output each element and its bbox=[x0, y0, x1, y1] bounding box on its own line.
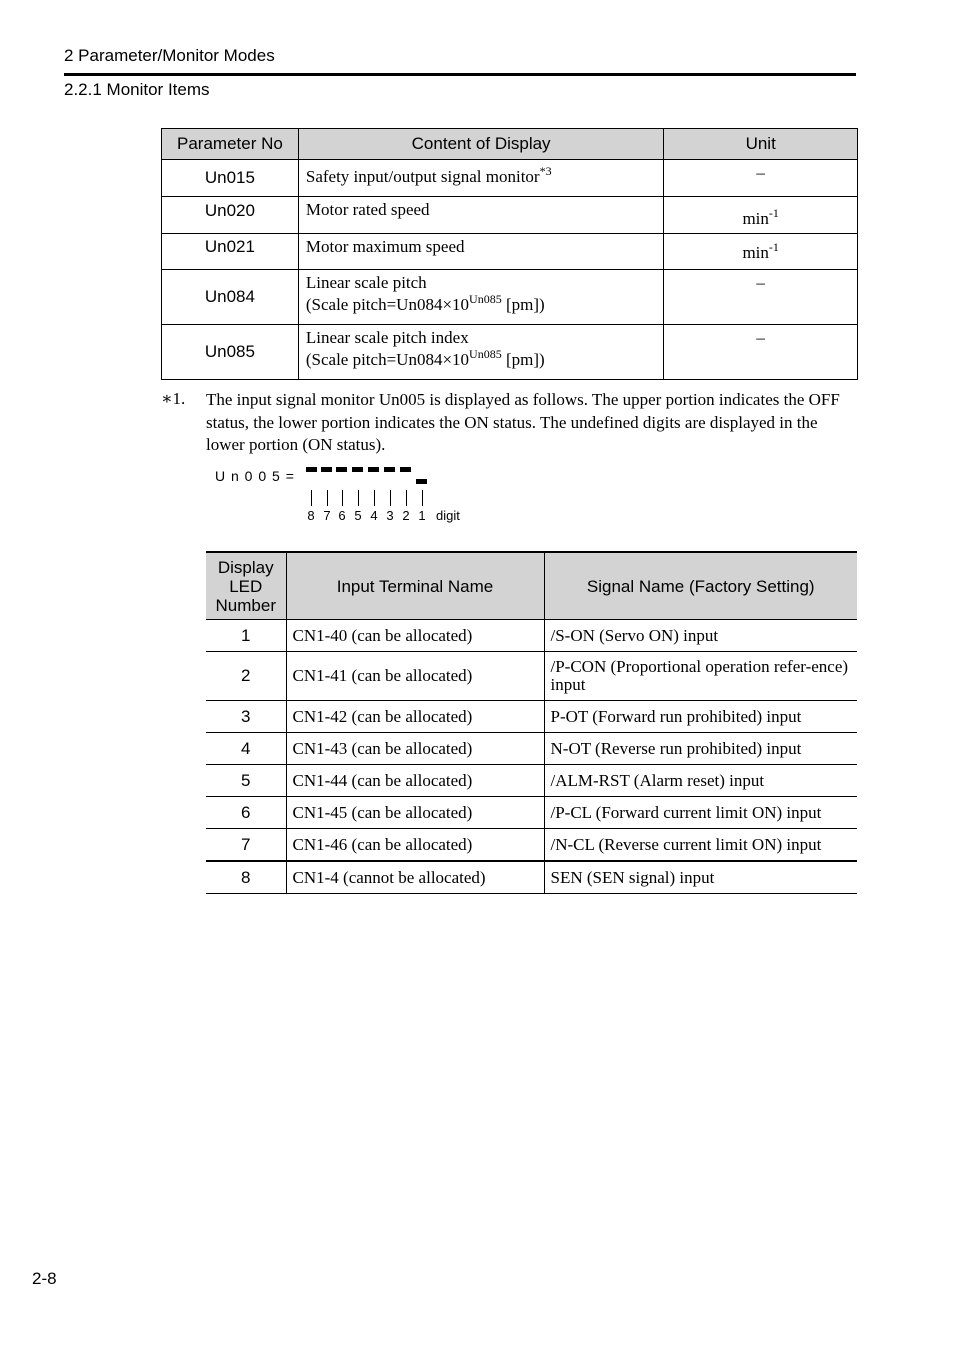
digit-tick bbox=[390, 490, 391, 506]
led-segment-off bbox=[384, 467, 395, 472]
parameter-no-cell: Un021 bbox=[162, 234, 299, 270]
terminal-cell: CN1-40 (can be allocated) bbox=[286, 620, 544, 652]
footnote-ref: *3 bbox=[539, 163, 552, 178]
digit-tick bbox=[374, 490, 375, 506]
unit-cell bbox=[664, 197, 858, 234]
signal-cell: /P-CON (Proportional operation refer-ence) input bbox=[544, 652, 857, 701]
unit-cell bbox=[664, 234, 858, 270]
column-header-terminal: Input Terminal Name bbox=[286, 552, 544, 620]
digit-number: 3 bbox=[386, 508, 394, 523]
formula-exponent: Un085 bbox=[469, 292, 502, 306]
footnote-marker: ∗1. bbox=[161, 389, 186, 408]
content-cell bbox=[298, 197, 664, 234]
led-number-cell: 4 bbox=[206, 733, 286, 765]
led-segment-on bbox=[416, 479, 427, 484]
signal-cell: N-OT (Reverse run prohibited) input bbox=[544, 733, 857, 765]
unit-cell: – bbox=[664, 160, 858, 197]
unit-cell: – bbox=[664, 270, 858, 325]
column-header-content: Content of Display bbox=[298, 129, 664, 160]
signal-cell: SEN (SEN signal) input bbox=[544, 861, 857, 894]
digit-number: 8 bbox=[307, 508, 315, 523]
table-row bbox=[162, 234, 858, 270]
led-segment-off bbox=[352, 467, 363, 472]
column-header-parameter-no: Parameter No bbox=[162, 129, 299, 160]
digit-number: 7 bbox=[323, 508, 331, 523]
table-row bbox=[206, 829, 857, 862]
table-row bbox=[206, 733, 857, 765]
content-text: Motor rated speed bbox=[305, 200, 430, 219]
table-row bbox=[206, 701, 857, 733]
led-segment-off bbox=[321, 467, 332, 472]
table-row bbox=[162, 270, 858, 325]
led-number-cell: 6 bbox=[206, 797, 286, 829]
formula-text: (Scale pitch=Un084×10 bbox=[305, 350, 470, 369]
digit-tick bbox=[342, 490, 343, 506]
parameter-no-cell: Un084 bbox=[162, 270, 299, 325]
unit-exponent: -1 bbox=[768, 206, 779, 220]
parameter-no-cell: Un020 bbox=[162, 197, 299, 234]
input-signal-table bbox=[206, 551, 857, 894]
digit-number: 2 bbox=[402, 508, 410, 523]
table-row bbox=[206, 620, 857, 652]
signal-cell: P-OT (Forward run prohibited) input bbox=[544, 701, 857, 733]
table-header-row bbox=[206, 552, 857, 620]
unit-cell: – bbox=[664, 325, 858, 380]
led-segment-off bbox=[306, 467, 317, 472]
monitor-items-table bbox=[161, 128, 858, 380]
content-cell bbox=[298, 160, 664, 197]
column-header-unit: Unit bbox=[664, 129, 858, 160]
table-row bbox=[206, 797, 857, 829]
content-formula-line bbox=[306, 294, 658, 317]
digit-number: 6 bbox=[338, 508, 346, 523]
chapter-header: 2 Parameter/Monitor Modes bbox=[64, 46, 275, 65]
led-number-cell: 3 bbox=[206, 701, 286, 733]
page-number: 2-8 bbox=[32, 1269, 57, 1288]
led-number-cell: 7 bbox=[206, 829, 286, 862]
content-text: Motor maximum speed bbox=[305, 237, 465, 256]
terminal-cell: CN1-41 (can be allocated) bbox=[286, 652, 544, 701]
unit-text: min bbox=[742, 243, 769, 262]
led-number-cell: 2 bbox=[206, 652, 286, 701]
led-segment-off bbox=[400, 467, 411, 472]
section-title: 2.2.1 Monitor Items bbox=[64, 80, 210, 99]
terminal-cell: CN1-44 (can be allocated) bbox=[286, 765, 544, 797]
formula-unit: [pm]) bbox=[501, 350, 545, 369]
terminal-cell: CN1-46 (can be allocated) bbox=[286, 829, 544, 862]
content-line: Linear scale pitch index bbox=[305, 328, 469, 347]
digit-tick bbox=[422, 490, 423, 506]
signal-cell: /P-CL (Forward current limit ON) input bbox=[544, 797, 857, 829]
table-row bbox=[162, 325, 858, 380]
digit-tick bbox=[358, 490, 359, 506]
digit-tick bbox=[311, 490, 312, 506]
formula-unit: [pm]) bbox=[501, 295, 545, 314]
unit-text: min bbox=[742, 209, 769, 228]
content-cell bbox=[298, 325, 664, 380]
digit-number: 1 bbox=[418, 508, 426, 523]
terminal-cell: CN1-4 (cannot be allocated) bbox=[286, 861, 544, 894]
content-formula-line bbox=[306, 349, 658, 372]
digit-number: 5 bbox=[354, 508, 362, 523]
digit-number: 4 bbox=[370, 508, 378, 523]
terminal-cell: CN1-42 (can be allocated) bbox=[286, 701, 544, 733]
led-number-cell: 1 bbox=[206, 620, 286, 652]
parameter-no-cell: Un015 bbox=[162, 160, 299, 197]
column-header-signal: Signal Name (Factory Setting) bbox=[544, 552, 857, 620]
header-rule bbox=[64, 73, 856, 76]
content-cell bbox=[298, 270, 664, 325]
table-row bbox=[206, 861, 857, 894]
table-row bbox=[206, 652, 857, 701]
terminal-cell: CN1-45 (can be allocated) bbox=[286, 797, 544, 829]
unit-exponent: -1 bbox=[768, 240, 779, 254]
digit-tick bbox=[327, 490, 328, 506]
formula-exponent: Un085 bbox=[469, 347, 502, 361]
digit-label: digit bbox=[436, 508, 460, 523]
signal-cell: /ALM-RST (Alarm reset) input bbox=[544, 765, 857, 797]
content-line: Linear scale pitch bbox=[305, 273, 427, 292]
terminal-cell: CN1-43 (can be allocated) bbox=[286, 733, 544, 765]
led-display-label: U n 0 0 5 = bbox=[215, 468, 295, 484]
table-row bbox=[206, 765, 857, 797]
signal-cell: /N-CL (Reverse current limit ON) input bbox=[544, 829, 857, 862]
table-header-row bbox=[162, 129, 858, 160]
table-row bbox=[162, 197, 858, 234]
led-number-cell: 8 bbox=[206, 861, 286, 894]
parameter-no-cell: Un085 bbox=[162, 325, 299, 380]
signal-cell: /S-ON (Servo ON) input bbox=[544, 620, 857, 652]
led-segment-off bbox=[336, 467, 347, 472]
led-segment-off bbox=[368, 467, 379, 472]
content-cell bbox=[298, 234, 664, 270]
content-text: Safety input/output signal monitor bbox=[305, 166, 540, 186]
column-header-led-number: Display LED Number bbox=[206, 552, 286, 620]
formula-text: (Scale pitch=Un084×10 bbox=[305, 295, 470, 314]
digit-tick bbox=[406, 490, 407, 506]
led-number-cell: 5 bbox=[206, 765, 286, 797]
table-row bbox=[162, 160, 858, 197]
footnote-text: The input signal monitor Un005 is displayed as follows. The upper portion indicates the OFF status, the lower portion indicates the ON status. The undefined digits are displayed in the lower portion (ON status). bbox=[206, 390, 840, 454]
